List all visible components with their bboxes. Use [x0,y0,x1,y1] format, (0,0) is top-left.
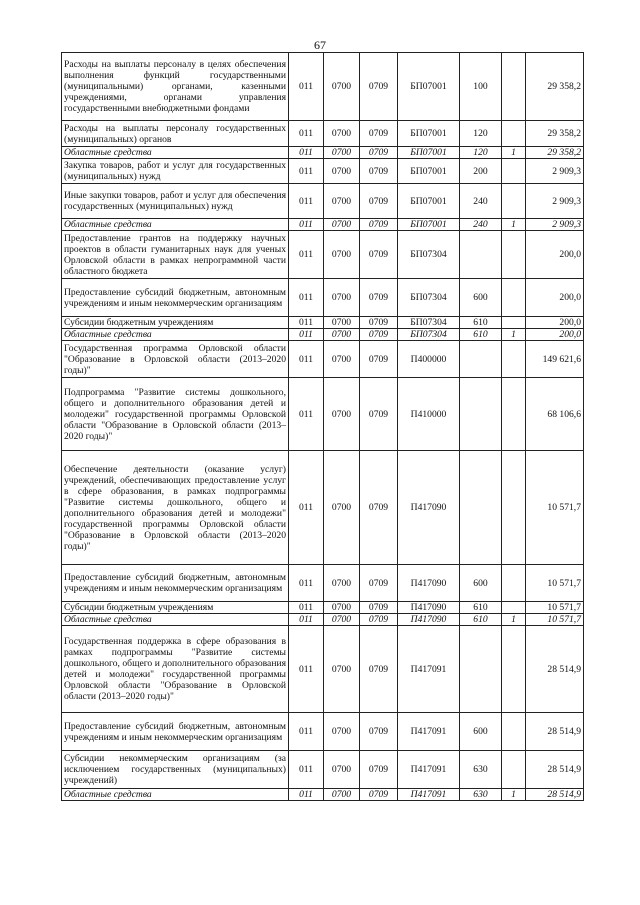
expense-type-cell: 630 [460,789,502,801]
expense-name-cell: Расходы на выплаты персоналу в целях обеспечения выполнения функций государственными (муниципальными) органами, казенными учреждениями, органами управления государственными внебюджетными фондами [62,53,289,121]
table-row [62,317,584,329]
funding-source-cell [502,317,526,329]
target-article-cell: БП07304 [398,279,460,317]
ministry-code-cell: 011 [289,231,324,279]
section-code-cell: 0700 [324,713,360,751]
budget-table-body [62,53,584,801]
subsection-code-cell: 0709 [360,121,398,147]
target-article-cell: БП07304 [398,317,460,329]
subsection-code-cell: 0709 [360,751,398,789]
subsection-code-cell: 0709 [360,53,398,121]
expense-name-cell: Субсидии бюджетным учреждениям [62,317,289,329]
subsection-code-cell: 0709 [360,378,398,451]
ministry-code-cell: 011 [289,713,324,751]
section-code-cell: 0700 [324,219,360,231]
target-article-cell: П417090 [398,565,460,602]
amount-cell: 29 358,2 [526,121,584,147]
section-code-cell: 0700 [324,317,360,329]
target-article-cell: П417090 [398,602,460,614]
amount-cell: 10 571,7 [526,614,584,626]
expense-type-cell [460,378,502,451]
table-row [62,451,584,565]
expense-name-cell: Подпрограмма "Развитие системы дошкольного, общего и дополнительного образования детей и молодежи" государственной программы Орловской области "Образование в Орловской области (2013–2020 годы)" [62,378,289,451]
expense-type-cell: 600 [460,565,502,602]
subsection-code-cell: 0709 [360,565,398,602]
section-code-cell: 0700 [324,341,360,378]
expense-type-cell [460,451,502,565]
table-row [62,378,584,451]
section-code-cell: 0700 [324,626,360,713]
subsection-code-cell: 0709 [360,451,398,565]
expense-name-cell: Государственная поддержка в сфере образования в рамках подпрограммы "Развитие системы дошкольного, общего и дополнительного образования детей и молодежи" государственной программы Орловской области "Образование в Орловской области (2013–2020 годы)" [62,626,289,713]
expense-name-cell: Предоставление субсидий бюджетным, автономным учреждениям и иным некоммерческим организациям [62,713,289,751]
amount-cell: 68 106,6 [526,378,584,451]
table-row [62,751,584,789]
expense-name-cell: Субсидии некоммерческим организациям (за исключением государственных (муниципальных) учреждений) [62,751,289,789]
funding-source-cell [502,231,526,279]
amount-cell: 2 909,3 [526,219,584,231]
funding-source-cell: 1 [502,219,526,231]
ministry-code-cell: 011 [289,451,324,565]
ministry-code-cell: 011 [289,317,324,329]
expense-type-cell: 120 [460,121,502,147]
section-code-cell: 0700 [324,159,360,184]
target-article-cell: БП07304 [398,231,460,279]
expense-name-cell: Областные средства [62,614,289,626]
ministry-code-cell: 011 [289,602,324,614]
ministry-code-cell: 011 [289,121,324,147]
expense-name-cell: Областные средства [62,329,289,341]
target-article-cell: БП07001 [398,53,460,121]
amount-cell: 28 514,9 [526,751,584,789]
funding-source-cell: 1 [502,329,526,341]
subsection-code-cell: 0709 [360,279,398,317]
section-code-cell: 0700 [324,53,360,121]
expense-name-cell: Областные средства [62,789,289,801]
expense-name-cell: Субсидии бюджетным учреждениям [62,602,289,614]
section-code-cell: 0700 [324,602,360,614]
expense-name-cell: Закупка товаров, работ и услуг для государственных (муниципальных) нужд [62,159,289,184]
expense-type-cell [460,231,502,279]
subsection-code-cell: 0709 [360,602,398,614]
target-article-cell: БП07304 [398,329,460,341]
expense-name-cell: Областные средства [62,147,289,159]
subsection-code-cell: 0709 [360,184,398,219]
section-code-cell: 0700 [324,751,360,789]
target-article-cell: П417091 [398,751,460,789]
ministry-code-cell: 011 [289,279,324,317]
funding-source-cell: 1 [502,614,526,626]
expense-type-cell: 610 [460,602,502,614]
ministry-code-cell: 011 [289,565,324,602]
subsection-code-cell: 0709 [360,789,398,801]
table-row [62,159,584,184]
table-row [62,626,584,713]
expense-type-cell: 240 [460,184,502,219]
amount-cell: 28 514,9 [526,626,584,713]
expense-name-cell: Расходы на выплаты персоналу государственных (муниципальных) органов [62,121,289,147]
target-article-cell: П417090 [398,451,460,565]
page-number: 67 [314,38,326,52]
funding-source-cell [502,53,526,121]
amount-cell: 29 358,2 [526,147,584,159]
section-code-cell: 0700 [324,565,360,602]
section-code-cell: 0700 [324,121,360,147]
ministry-code-cell: 011 [289,614,324,626]
subsection-code-cell: 0709 [360,219,398,231]
section-code-cell: 0700 [324,614,360,626]
funding-source-cell [502,602,526,614]
table-row [62,329,584,341]
expense-type-cell: 200 [460,159,502,184]
expense-name-cell: Предоставление субсидий бюджетным, автономным учреждениям и иным некоммерческим организациям [62,565,289,602]
expense-type-cell: 600 [460,713,502,751]
section-code-cell: 0700 [324,451,360,565]
subsection-code-cell: 0709 [360,317,398,329]
table-row [62,53,584,121]
subsection-code-cell: 0709 [360,614,398,626]
expense-name-cell: Предоставление грантов на поддержку научных проектов в области гуманитарных наук для ученых Орловской области в рамках непрограммной части областного бюджета [62,231,289,279]
table-row [62,602,584,614]
table-row [62,231,584,279]
funding-source-cell [502,159,526,184]
expense-type-cell: 630 [460,751,502,789]
expense-name-cell: Иные закупки товаров, работ и услуг для обеспечения государственных (муниципальных) нужд [62,184,289,219]
section-code-cell: 0700 [324,231,360,279]
ministry-code-cell: 011 [289,159,324,184]
amount-cell: 200,0 [526,279,584,317]
expense-type-cell [460,626,502,713]
ministry-code-cell: 011 [289,219,324,231]
target-article-cell: БП07001 [398,147,460,159]
funding-source-cell [502,184,526,219]
amount-cell: 28 514,9 [526,789,584,801]
expense-type-cell: 120 [460,147,502,159]
section-code-cell: 0700 [324,789,360,801]
amount-cell: 200,0 [526,317,584,329]
table-row [62,184,584,219]
amount-cell: 29 358,2 [526,53,584,121]
subsection-code-cell: 0709 [360,713,398,751]
funding-source-cell [502,341,526,378]
amount-cell: 200,0 [526,329,584,341]
expense-type-cell: 610 [460,614,502,626]
funding-source-cell: 1 [502,789,526,801]
funding-source-cell: 1 [502,147,526,159]
expense-type-cell: 240 [460,219,502,231]
subsection-code-cell: 0709 [360,329,398,341]
subsection-code-cell: 0709 [360,626,398,713]
table-row [62,219,584,231]
budget-table [61,52,584,801]
funding-source-cell [502,565,526,602]
amount-cell: 10 571,7 [526,565,584,602]
table-row [62,565,584,602]
ministry-code-cell: 011 [289,378,324,451]
amount-cell: 2 909,3 [526,159,584,184]
funding-source-cell [502,378,526,451]
subsection-code-cell: 0709 [360,159,398,184]
subsection-code-cell: 0709 [360,341,398,378]
table-row [62,614,584,626]
ministry-code-cell: 011 [289,184,324,219]
amount-cell: 28 514,9 [526,713,584,751]
target-article-cell: П417091 [398,713,460,751]
target-article-cell: П417091 [398,626,460,713]
target-article-cell: П417090 [398,614,460,626]
section-code-cell: 0700 [324,279,360,317]
amount-cell: 200,0 [526,231,584,279]
ministry-code-cell: 011 [289,147,324,159]
funding-source-cell [502,626,526,713]
section-code-cell: 0700 [324,147,360,159]
table-row [62,789,584,801]
expense-type-cell [460,341,502,378]
funding-source-cell [502,279,526,317]
ministry-code-cell: 011 [289,751,324,789]
target-article-cell: П417091 [398,789,460,801]
section-code-cell: 0700 [324,329,360,341]
section-code-cell: 0700 [324,184,360,219]
table-row [62,121,584,147]
amount-cell: 2 909,3 [526,184,584,219]
ministry-code-cell: 011 [289,329,324,341]
target-article-cell: БП07001 [398,159,460,184]
target-article-cell: П400000 [398,341,460,378]
target-article-cell: БП07001 [398,121,460,147]
expense-name-cell: Областные средства [62,219,289,231]
table-row [62,147,584,159]
funding-source-cell [502,751,526,789]
funding-source-cell [502,121,526,147]
funding-source-cell [502,713,526,751]
subsection-code-cell: 0709 [360,231,398,279]
funding-source-cell [502,451,526,565]
target-article-cell: П410000 [398,378,460,451]
amount-cell: 149 621,6 [526,341,584,378]
target-article-cell: БП07001 [398,184,460,219]
ministry-code-cell: 011 [289,53,324,121]
expense-name-cell: Государственная программа Орловской области "Образование в Орловской области (2013–2020 годы)" [62,341,289,378]
table-row [62,341,584,378]
target-article-cell: БП07001 [398,219,460,231]
table-row [62,279,584,317]
ministry-code-cell: 011 [289,789,324,801]
ministry-code-cell: 011 [289,626,324,713]
ministry-code-cell: 011 [289,341,324,378]
subsection-code-cell: 0709 [360,147,398,159]
table-row [62,713,584,751]
expense-name-cell: Обеспечение деятельности (оказание услуг) учреждений, обеспечивающих предоставление услуг в сфере образования, в рамках подпрограммы "Развитие системы дошкольного, общего и дополнительного образования детей и молодежи" государственной программы Орловской области "Образование в Орловской области (2013–2020 годы)" [62,451,289,565]
expense-name-cell: Предоставление субсидий бюджетным, автономным учреждениям и иным некоммерческим организациям [62,279,289,317]
expense-type-cell: 100 [460,53,502,121]
amount-cell: 10 571,7 [526,602,584,614]
expense-type-cell: 610 [460,317,502,329]
expense-type-cell: 610 [460,329,502,341]
expense-type-cell: 600 [460,279,502,317]
section-code-cell: 0700 [324,378,360,451]
amount-cell: 10 571,7 [526,451,584,565]
